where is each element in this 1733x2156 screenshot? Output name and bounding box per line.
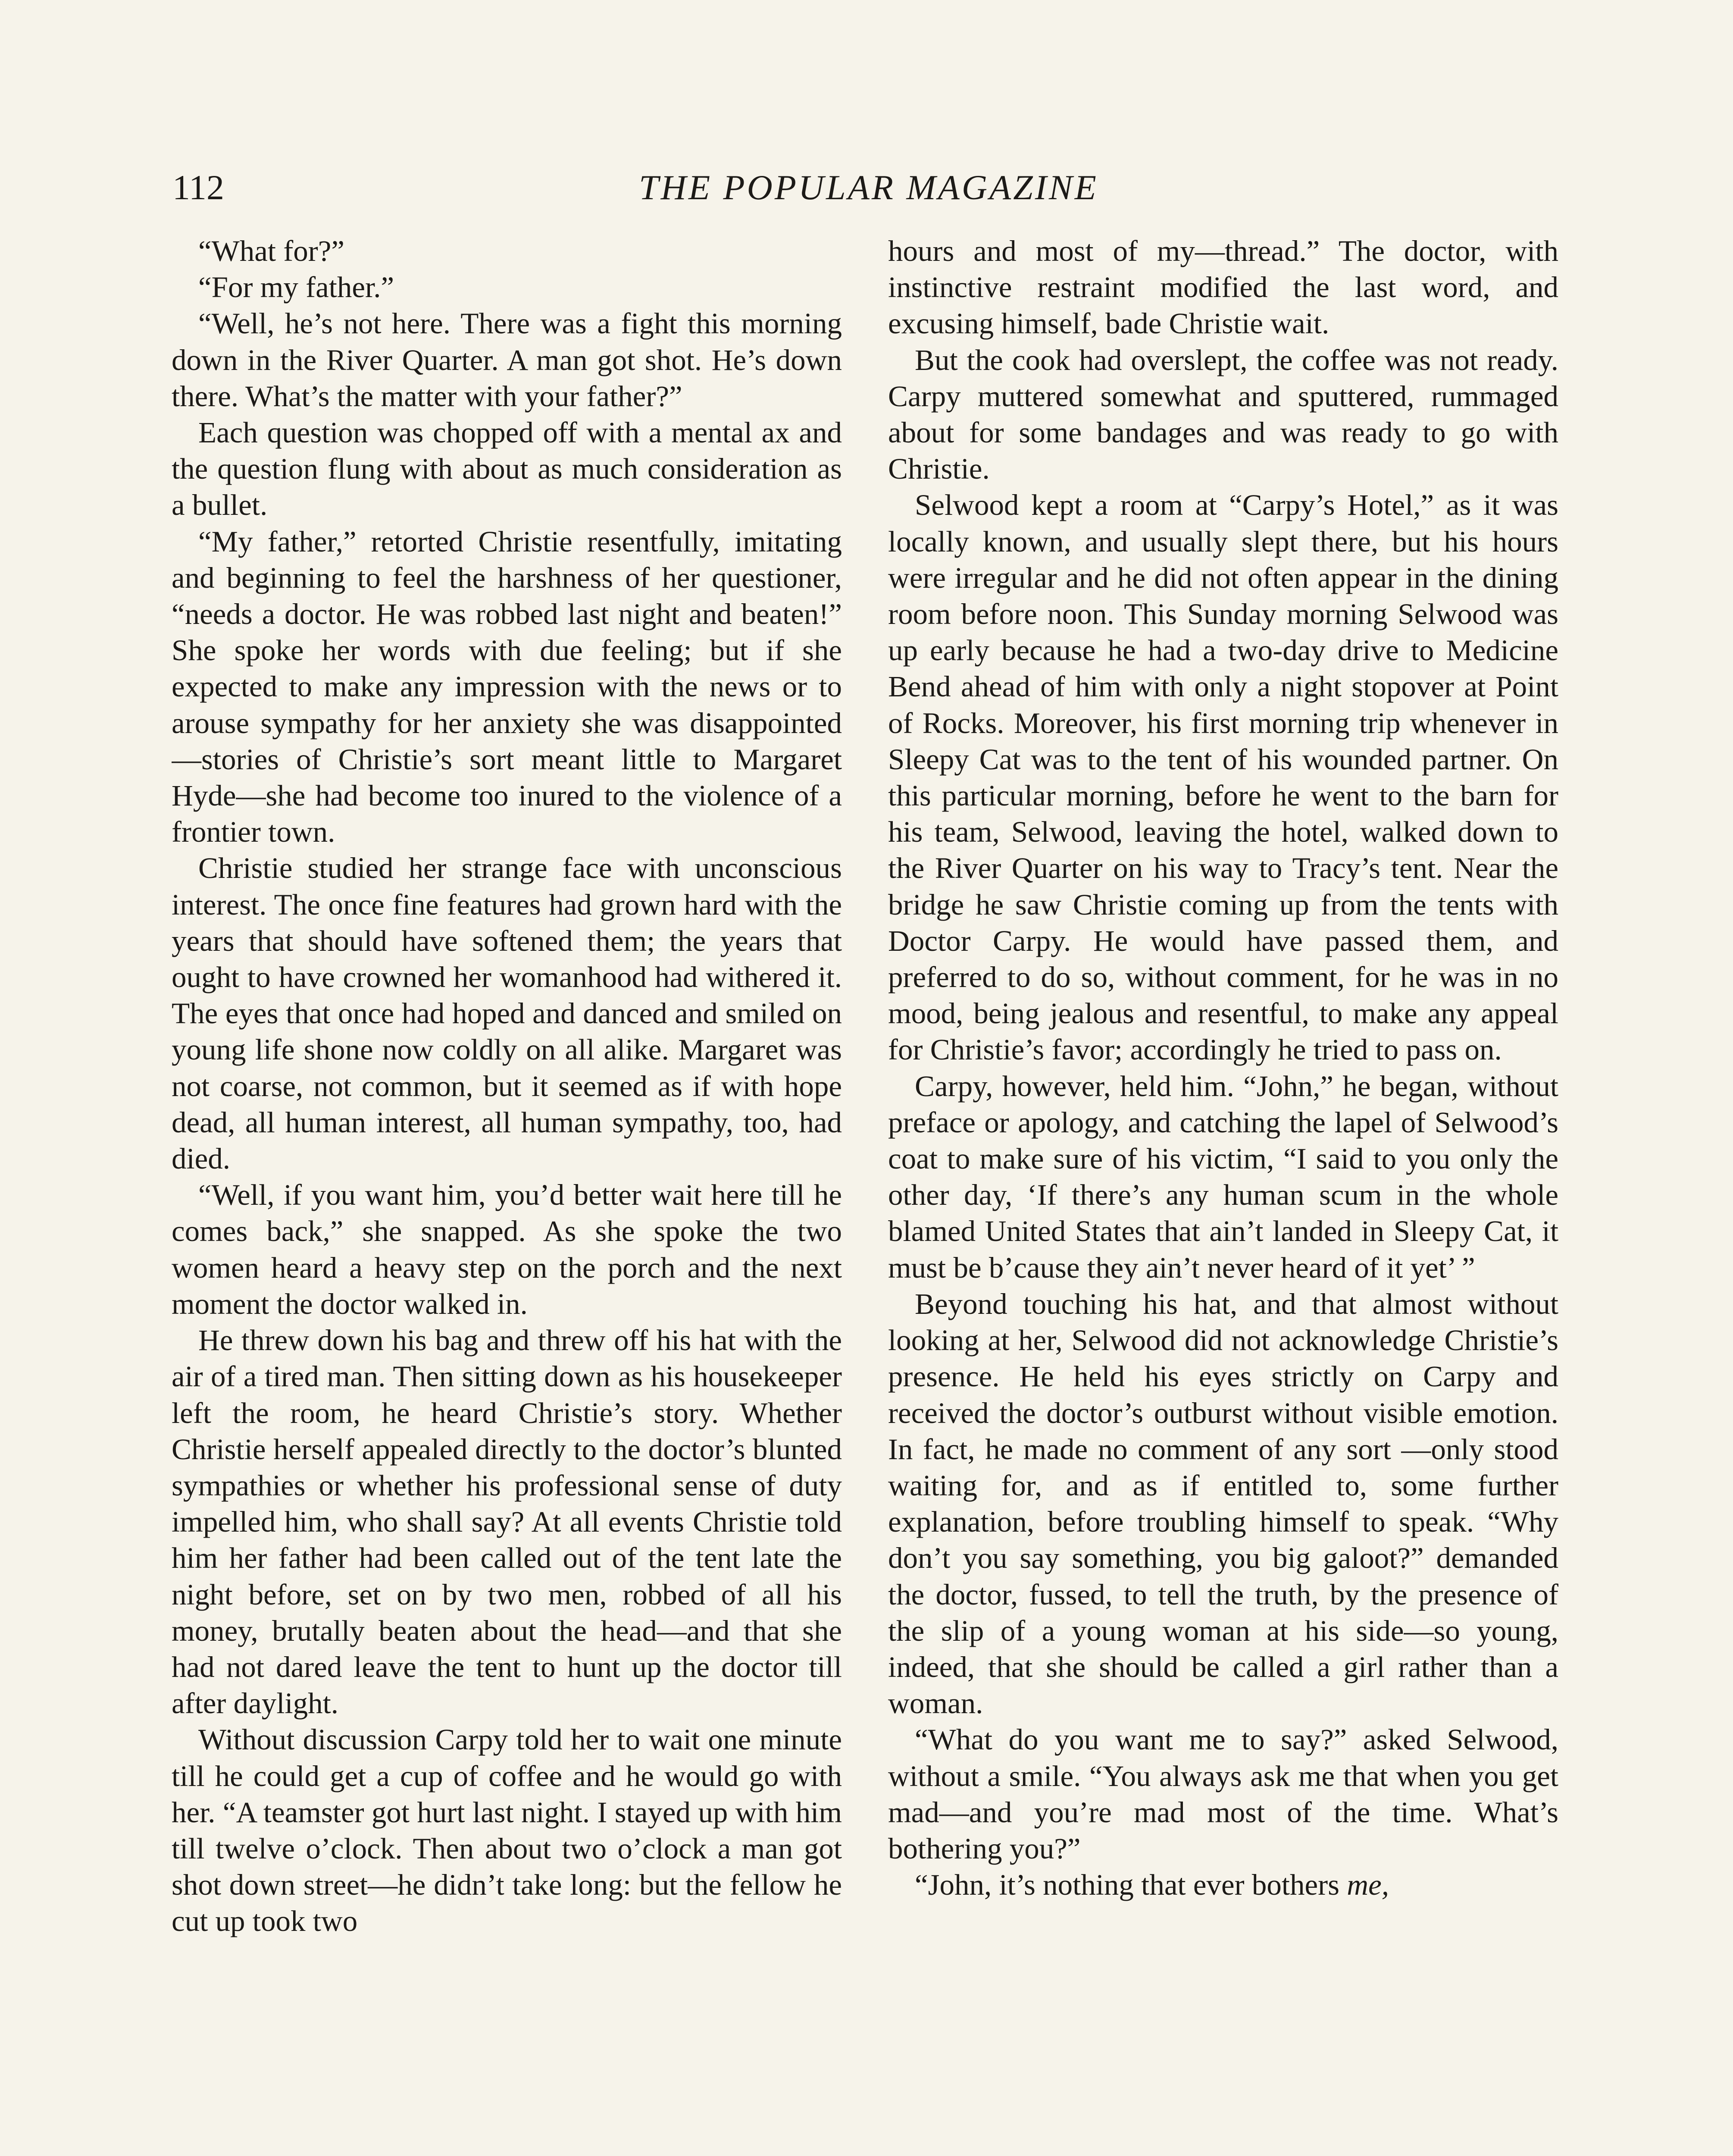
emphasized-word: me, <box>1347 1868 1389 1902</box>
running-title: THE POPULAR MAGAZINE <box>639 168 1098 207</box>
paragraph: But the cook had overslept, the coffee was not ready. Carpy muttered somewhat and sputtered, rummaged about for some bandages and was ready to go with Christie. <box>888 343 1558 486</box>
paragraph: “My father,” retorted Christie resentfully, imitating and beginning to feel the harshness of her questioner, “needs a doctor. He was robbed last night and beaten!” She spoke her words with due feeling; but if she expected to make any impression with the news or to arouse sympathy for her anxiety she was disappointed—stories of Christie’s sort meant little to Margaret Hyde—she had become too inured to the violence of a frontier town. <box>172 525 842 849</box>
final-paragraph-text: “John, it’s nothing that ever bothers <box>915 1868 1347 1902</box>
paragraph: Christie studied her strange face with unconscious interest. The once fine features had grown hard with the years that should have softened them; the years that ought to have crowned her womanhood had withered it. The eyes that once had hoped and danced and smiled on young life shone now coldly on all alike. Margaret was not coarse, not common, but it seemed as if with hope dead, all human interest, all human sympathy, too, had died. <box>172 852 842 1175</box>
paragraph: Beyond touching his hat, and that almost without looking at her, Selwood did not acknowledge Christie’s presence. He held his eyes strictly on Carpy and received the doctor’s outburst without visible emotion. In fact, he made no comment of any sort —only stood waiting for, and as if entitled to, some further explanation, before troubling himself to speak. “Why don’t you say something, you big galoot?” demanded the doctor, fussed, to tell the truth, by the presence of the slip of a young woman at his side—so young, indeed, that she should be called a girl rather than a woman. <box>888 1287 1558 1720</box>
paragraph: “Well, he’s not here. There was a fight this morning down in the River Quarter. A man got shot. He’s down there. What’s the matter with your father?” <box>172 307 842 413</box>
page-header <box>172 166 1565 226</box>
right-column <box>888 233 1558 2156</box>
page-number: 112 <box>172 168 224 207</box>
left-column <box>172 233 842 2156</box>
paragraph: Each question was chopped off with a mental ax and the question flung with about as much consideration as a bullet. <box>172 416 842 522</box>
paragraph: “Well, if you want him, you’d better wait here till he comes back,” she snapped. As she spoke the two women heard a heavy step on the porch and the next moment the doctor walked in. <box>172 1178 842 1320</box>
paragraph: Carpy, however, held him. “John,” he began, without preface or apology, and catching the lapel of Selwood’s coat to make sure of his victim, “I said to you only the other day, ‘If there’s any human scum in the whole blamed United States that ain’t landed in Sleepy Cat, it must be b’cause they ain’t never heard of it yet’ ” <box>888 1069 1558 1284</box>
continued-paragraph: hours and most of my—thread.” The doctor, with instinctive restraint modified the last word, and excusing himself, bade Christie wait. <box>888 235 1558 340</box>
paragraph: “What for?” <box>198 235 345 267</box>
paragraph: Without discussion Carpy told her to wait one minute till he could get a cup of coffee and he would go with her. “A teamster got hurt last night. I stayed up with him till twelve o’clock. Then about two o’clock a man got shot down street—he didn’t take long: but the fellow he cut up took two <box>172 1723 842 1938</box>
paragraph: “For my father.” <box>198 271 394 304</box>
final-paragraph <box>888 1867 1558 1903</box>
paragraph: Selwood kept a room at “Carpy’s Hotel,” as it was locally known, and usually slept there, but his hours were irregular and he did not often appear in the dining room before noon. This Sunday morning Selwood was up early because he had a two-day drive to Medicine Bend ahead of him with only a night stopover at Point of Rocks. Moreover, his first morning trip whenever in Sleepy Cat was to the tent of his wounded partner. On this particular morning, before he went to the barn for his team, Selwood, leaving the hotel, walked down to the River Quarter on his way to Tracy’s tent. Near the bridge he saw Christie coming up from the tents with Doctor Carpy. He would have passed them, and preferred to do so, without comment, for he was in no mood, being jealous and resentful, to make any appeal for Christie’s favor; accordingly he tried to pass on. <box>888 489 1558 1066</box>
paragraph: He threw down his bag and threw off his hat with the air of a tired man. Then sitting down as his housekeeper left the room, he heard Christie’s story. Whether Christie herself appealed directly to the doctor’s blunted sympathies or whether his professional sense of duty impelled him, who shall say? At all events Christie told him her father had been called out of the tent late the night before, set on by two men, robbed of all his money, brutally beaten about the head—and that she had not dared leave the tent to hunt up the doctor till after daylight. <box>172 1324 842 1720</box>
paragraph: “What do you want me to say?” asked Selwood, without a smile. “You always ask me that when you get mad—and you’re mad most of the time. What’s bothering you?” <box>888 1723 1558 1865</box>
